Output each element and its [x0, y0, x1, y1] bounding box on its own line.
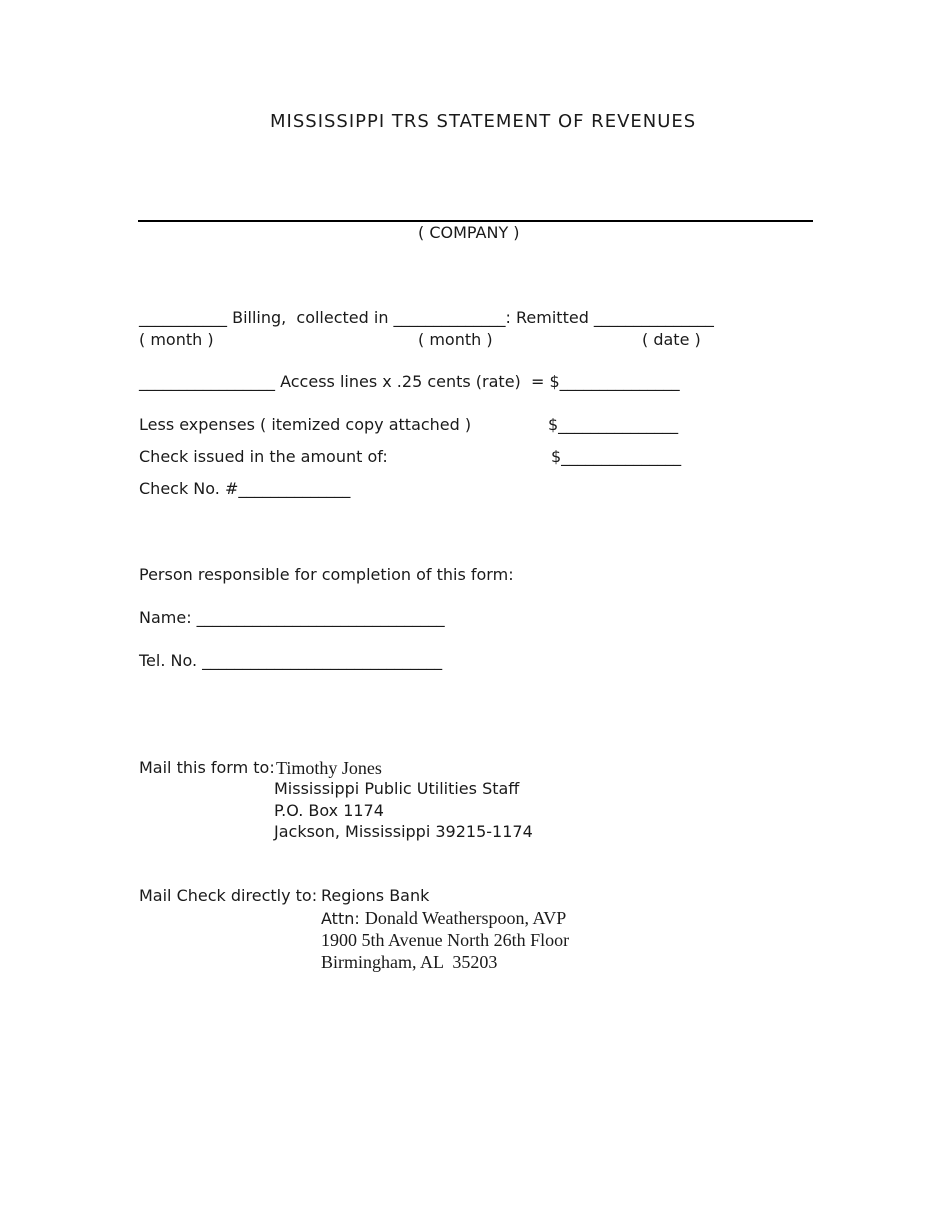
mail-check-label: Mail Check directly to: [139, 886, 318, 905]
person-responsible-label: Person responsible for completion of this form: [139, 565, 514, 584]
mail-form-recipient: Timothy Jones [276, 758, 382, 778]
mail-check-address-2: Birmingham, AL 35203 [321, 952, 498, 972]
date-label-remitted: ( date ) [642, 330, 701, 349]
company-line [138, 220, 813, 222]
form-title: MISSISSIPPI TRS STATEMENT OF REVENUES [270, 111, 697, 132]
mail-check-address-1: 1900 5th Avenue North 26th Floor [321, 930, 570, 950]
check-amount-label: Check issued in the amount of: [139, 447, 388, 466]
attn-prefix: Attn: [321, 909, 360, 928]
mail-form-po-box: P.O. Box 1174 [274, 801, 384, 820]
telephone-field: Tel. No. ______________________________ [139, 651, 443, 670]
check-amount-value-field: $_______________ [551, 447, 682, 466]
expenses-value-field: $_______________ [548, 415, 679, 434]
company-label: ( COMPANY ) [418, 223, 520, 242]
mail-form-organization: Mississippi Public Utilities Staff [274, 779, 520, 798]
check-number-field: Check No. #______________ [139, 479, 351, 498]
mail-form-city: Jackson, Mississippi 39215-1174 [274, 822, 533, 841]
name-field: Name: _______________________________ [139, 608, 445, 627]
access-lines-field: _________________ Access lines x .25 cents (rate) = $_______________ [139, 372, 680, 391]
expenses-label: Less expenses ( itemized copy attached ) [139, 415, 472, 434]
billing-line: ___________ Billing, collected in ______________: Remitted _______________ [139, 308, 714, 327]
month-label-collected: ( month ) [418, 330, 493, 349]
mail-check-attn-line [321, 909, 566, 927]
attn-name: Donald Weatherspoon, AVP [364, 908, 567, 928]
mail-check-bank: Regions Bank [321, 886, 430, 905]
month-label-billing: ( month ) [139, 330, 214, 349]
mail-form-label: Mail this form to: [139, 758, 275, 777]
